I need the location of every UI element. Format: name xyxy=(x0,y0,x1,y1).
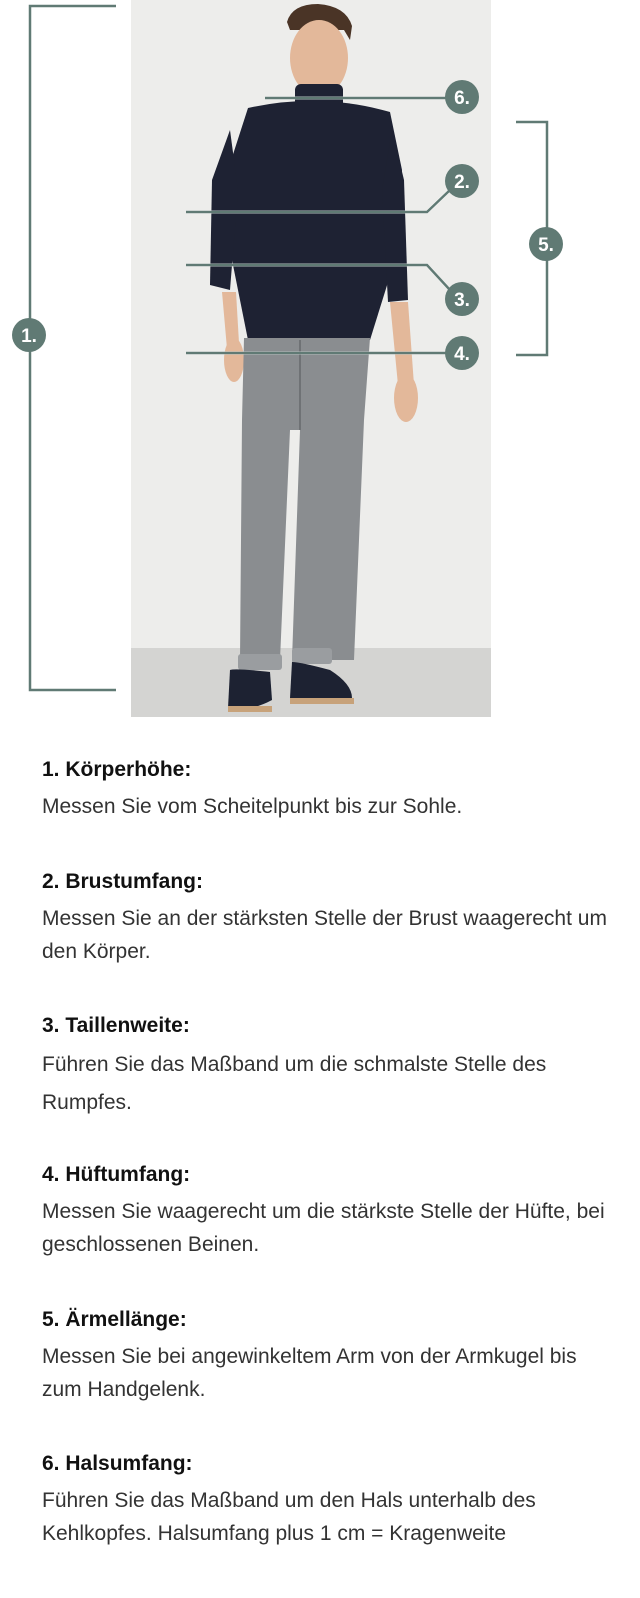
marker-2 xyxy=(445,164,479,198)
marker-1 xyxy=(12,318,46,352)
measurement-diagram xyxy=(0,0,640,720)
marker-3-label: 3. xyxy=(454,290,470,311)
marker-6-label: 6. xyxy=(454,88,470,109)
marker-5 xyxy=(529,227,563,261)
instruction-hip xyxy=(42,1161,622,1261)
instruction-text: Messen Sie vom Scheitelpunkt bis zur Sohle. xyxy=(42,795,463,818)
instruction-title: 2. Brustumfang: xyxy=(42,870,204,893)
marker-1-label: 1. xyxy=(21,326,37,347)
instruction-text: Führen Sie das Maßband um den Hals unterhalb des Kehlkopfes. Halsumfang plus 1 cm = Kragenweite xyxy=(42,1489,536,1545)
marker-5-label: 5. xyxy=(538,235,554,256)
marker-6 xyxy=(445,80,479,114)
marker-2-label: 2. xyxy=(454,172,470,193)
instruction-body-height xyxy=(42,756,622,823)
instruction-text: Messen Sie bei angewinkeltem Arm von der Armkugel bis zum Handgelenk. xyxy=(42,1345,577,1401)
instruction-chest xyxy=(42,868,622,968)
marker-4 xyxy=(445,336,479,370)
instruction-title: 5. Ärmellänge: xyxy=(42,1308,187,1331)
marker-4-label: 4. xyxy=(454,344,470,365)
instruction-waist xyxy=(42,1012,622,1122)
instruction-sleeve xyxy=(42,1306,622,1406)
instruction-title: 6. Halsumfang: xyxy=(42,1452,193,1475)
instruction-text: Führen Sie das Maßband um die schmalste Stelle des Rumpfes. xyxy=(42,1053,547,1114)
instruction-text: Messen Sie waagerecht um die stärkste Stelle der Hüfte, bei geschlossenen Beinen. xyxy=(42,1200,605,1256)
instruction-neck xyxy=(42,1450,622,1550)
marker-3 xyxy=(445,282,479,316)
measurement-figure xyxy=(0,0,640,720)
instruction-text: Messen Sie an der stärksten Stelle der Brust waagerecht um den Körper. xyxy=(42,907,607,963)
instruction-title: 4. Hüftumfang: xyxy=(42,1163,191,1186)
height-bracket xyxy=(30,6,116,690)
instruction-title: 1. Körperhöhe: xyxy=(42,758,192,781)
instruction-title: 3. Taillenweite: xyxy=(42,1014,190,1037)
